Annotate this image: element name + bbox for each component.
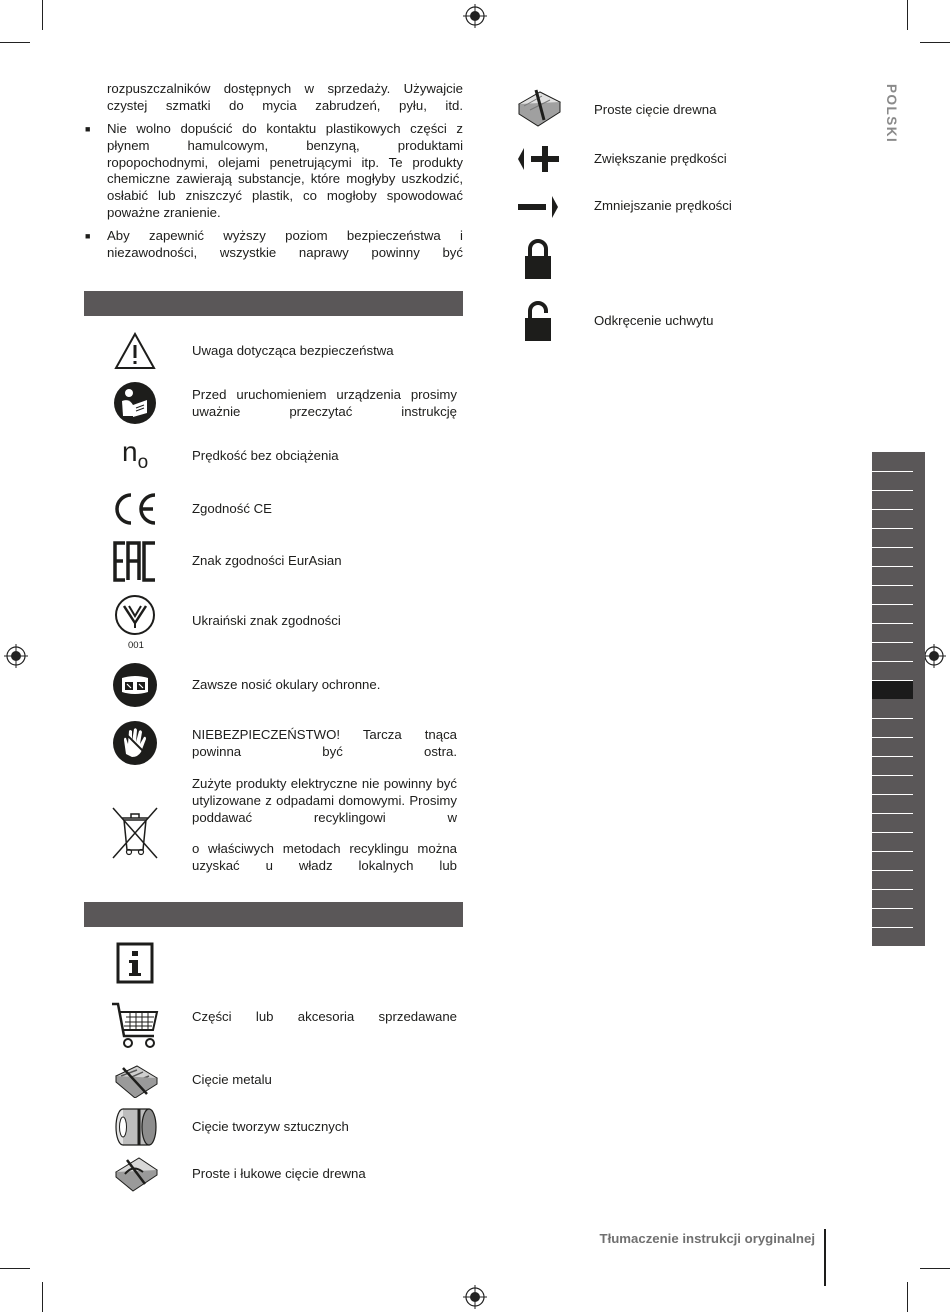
tab-divider xyxy=(872,642,913,643)
language-tab-active xyxy=(872,681,913,699)
tab-divider xyxy=(872,490,913,491)
tab-divider xyxy=(872,927,913,928)
intro-paragraph-1: rozpuszczalników dostępnych w sprzedaży. Używajcie czystej szmatki do mycia zabrudzeń, pyłu, itd. xyxy=(107,81,463,113)
language-label: POLSKI xyxy=(884,84,899,144)
symbol-description: Zawsze nosić okulary ochronne. xyxy=(192,677,381,692)
crop-mark xyxy=(42,0,43,30)
symbol-description: Znak zgodności EurAsian xyxy=(192,553,342,568)
read-manual-icon xyxy=(113,381,157,425)
no-load-speed-icon: $n_o$ xyxy=(122,436,149,473)
tab-divider xyxy=(872,471,913,472)
straight-wood-cutting-icon xyxy=(516,88,562,128)
footer-divider xyxy=(824,1229,826,1286)
tab-divider xyxy=(872,566,913,567)
bullet-marker: ■ xyxy=(85,124,91,134)
sharp-blade-hand-icon xyxy=(112,720,158,766)
weee-bin-icon xyxy=(111,806,159,860)
warning-triangle-icon xyxy=(114,332,156,370)
symbol-description: NIEBEZPIECZEŃSTWO! Tarcza tnąca powinna być ostra. xyxy=(192,727,457,759)
intro-paragraph-2: Nie wolno dopuścić do kontaktu plastikowych części z płynem hamulcowym, benzyną, produktami ropopochodnymi, olejami penetrującymi itp. Te produkty chemiczne zawierają substancje, które mogłyby uszkodzić, osłabić lub zniszczyć plastik, co mogłoby spowodować poważne zranienie. xyxy=(107,121,463,220)
symbol-description: o właściwych metodach recyklingu można uzyskać u władz lokalnych lub xyxy=(192,841,457,873)
symbol-description: Cięcie tworzyw sztucznych xyxy=(192,1119,349,1134)
registration-mark-icon xyxy=(463,4,487,28)
tab-divider xyxy=(872,775,913,776)
tab-divider xyxy=(872,908,913,909)
crop-mark xyxy=(920,1268,950,1269)
safety-goggles-icon xyxy=(112,662,158,708)
symbol-description: Ukraiński znak zgodności xyxy=(192,613,341,628)
symbol-description: Proste cięcie drewna xyxy=(594,102,717,117)
symbol-description: Odkręcenie uchwytu xyxy=(594,313,714,328)
symbol-description: Zmniejszanie prędkości xyxy=(594,198,732,213)
curved-wood-cutting-icon xyxy=(113,1154,159,1192)
crop-mark xyxy=(42,1282,43,1312)
tab-divider xyxy=(872,756,913,757)
lock-open-icon xyxy=(524,300,552,342)
crop-mark xyxy=(907,1282,908,1312)
symbol-description: Uwaga dotycząca bezpieczeństwa xyxy=(192,343,394,358)
crop-mark xyxy=(920,42,950,43)
symbol-description: Prędkość bez obciążenia xyxy=(192,448,339,463)
symbol-description: Przed uruchomieniem urządzenia prosimy uważnie przeczytać instrukcję xyxy=(192,387,457,419)
symbol-description: Zgodność CE xyxy=(192,501,272,516)
eac-mark-icon xyxy=(113,541,157,582)
tab-divider xyxy=(872,623,913,624)
crop-mark xyxy=(0,1268,30,1269)
symbol-description: Zwiększanie prędkości xyxy=(594,151,727,166)
tab-divider xyxy=(872,661,913,662)
language-tab-strip xyxy=(872,452,925,946)
symbol-description: Cięcie metalu xyxy=(192,1072,272,1087)
registration-mark-icon xyxy=(4,644,28,668)
intro-paragraph-3: Aby zapewnić wyższy poziom bezpieczeństwa i niezawodności, wszystkie naprawy powinny być xyxy=(107,228,463,260)
tab-divider xyxy=(872,794,913,795)
symbol-description: Części lub akcesoria sprzedawane xyxy=(192,1009,457,1024)
tab-divider xyxy=(872,870,913,871)
registration-mark-icon xyxy=(922,644,946,668)
plastic-cutting-icon xyxy=(113,1106,159,1148)
section-header-bar xyxy=(84,902,463,927)
tab-divider xyxy=(872,604,913,605)
section-header-bar xyxy=(84,291,463,316)
tab-divider xyxy=(872,832,913,833)
registration-mark-icon xyxy=(463,1285,487,1309)
shopping-cart-icon xyxy=(110,1000,160,1050)
tab-divider xyxy=(872,509,913,510)
tab-divider xyxy=(872,851,913,852)
info-icon xyxy=(116,942,154,984)
metal-cutting-icon xyxy=(113,1064,159,1098)
ukrainian-mark-icon xyxy=(114,594,156,636)
crop-mark xyxy=(0,42,30,43)
tab-divider xyxy=(872,547,913,548)
crop-mark xyxy=(907,0,908,30)
lock-closed-icon xyxy=(524,238,552,280)
tab-divider xyxy=(872,737,913,738)
tab-divider xyxy=(872,718,913,719)
tab-divider xyxy=(872,528,913,529)
ce-mark-icon xyxy=(112,492,158,526)
speed-decrease-icon xyxy=(516,194,560,220)
speed-increase-icon xyxy=(516,146,560,172)
footer-text: Tłumaczenie instrukcji oryginalnej xyxy=(599,1231,815,1246)
tab-divider xyxy=(872,889,913,890)
symbol-description: Proste i łukowe cięcie drewna xyxy=(192,1166,366,1181)
bullet-marker: ■ xyxy=(85,231,91,241)
tab-divider xyxy=(872,813,913,814)
symbol-description: Zużyte produkty elektryczne nie powinny być utylizowane z odpadami domowymi. Prosimy poddawać recyklingowi w xyxy=(192,776,457,825)
ukrainian-mark-code: 001 xyxy=(128,640,144,651)
tab-divider xyxy=(872,585,913,586)
